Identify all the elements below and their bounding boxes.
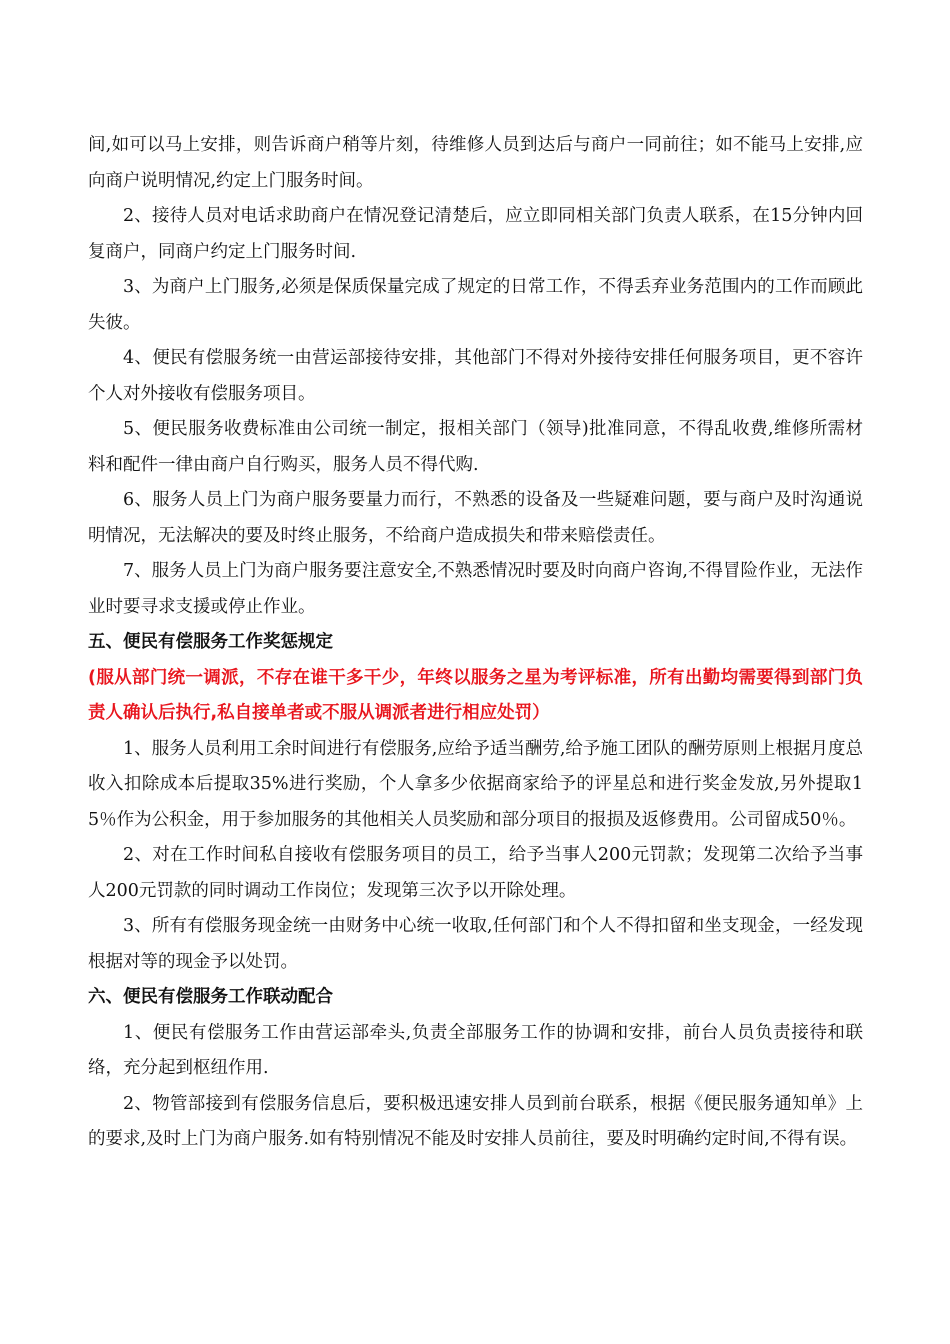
section-5-red-note: (服从部门统一调派，不存在谁干多干少，年终以服务之星为考评标准，所有出勤均需要得到部门负责人确认后执行,私自接单者或不服从调派者进行相应处罚）: [88, 667, 863, 723]
paragraph-item-7: 7、服务人员上门为商户服务要注意安全,不熟悉情况时要及时向商户咨询,不得冒险作业，无法作业时要寻求支援或停止作业。: [88, 561, 863, 617]
paragraph-continuation: 间,如可以马上安排，则告诉商户稍等片刻，待维修人员到达后与商户一同前往；如不能马上安排,应向商户说明情况,约定上门服务时间。: [88, 135, 863, 191]
section-6-item-2: 2、物管部接到有偿服务信息后，要积极迅速安排人员到前台联系，根据《便民服务通知单》上的要求,及时上门为商户服务.如有特别情况不能及时安排人员前往，要及时明确约定时间,不得有误。: [88, 1093, 863, 1149]
paragraph-item-4: 4、便民有偿服务统一由营运部接待安排，其他部门不得对外接待安排任何服务项目，更不容许个人对外接收有偿服务项目。: [88, 348, 863, 404]
paragraph-item-2: 2、接待人员对电话求助商户在情况登记清楚后，应立即同相关部门负责人联系，在15分钟内回复商户，同商户约定上门服务时间.: [88, 206, 863, 262]
paragraph-item-6: 6、服务人员上门为商户服务要量力而行，不熟悉的设备及一些疑难问题，要与商户及时沟通说明情况，无法解决的要及时终止服务，不给商户造成损失和带来赔偿责任。: [88, 490, 863, 546]
paragraph-item-3: 3、为商户上门服务,必须是保质保量完成了规定的日常工作，不得丢弃业务范围内的工作而顾此失彼。: [88, 277, 863, 333]
section-5-item-3: 3、所有有偿服务现金统一由财务中心统一收取,任何部门和个人不得扣留和坐支现金，一经发现根据对等的现金予以处罚。: [88, 916, 863, 972]
section-5-heading: 五、便民有偿服务工作奖惩规定: [88, 632, 333, 652]
paragraph-item-5: 5、便民服务收费标准由公司统一制定，报相关部门（领导)批准同意，不得乱收费,维修所需材料和配件一律由商户自行购买，服务人员不得代购.: [88, 419, 863, 475]
section-5-item-2: 2、对在工作时间私自接收有偿服务项目的员工，给予当事人200元罚款；发现第二次给予当事人200元罚款的同时调动工作岗位；发现第三次予以开除处理。: [88, 845, 863, 901]
section-5-item-1: 1、服务人员利用工余时间进行有偿服务,应给予适当酬劳,给予施工团队的酬劳原则上根据月度总收入扣除成本后提取35%进行奖励，个人拿多少依据商家给予的评星总和进行奖金发放,另外提取15％作为公积金，用于参加服务的其他相关人员奖励和部分项目的报损及返修费用。公司留成50％。: [88, 738, 863, 830]
section-6-heading: 六、便民有偿服务工作联动配合: [88, 987, 333, 1007]
document-page: [88, 128, 863, 1158]
section-6-item-1: 1、便民有偿服务工作由营运部牵头,负责全部服务工作的协调和安排，前台人员负责接待和联络，充分起到枢纽作用.: [88, 1022, 863, 1078]
